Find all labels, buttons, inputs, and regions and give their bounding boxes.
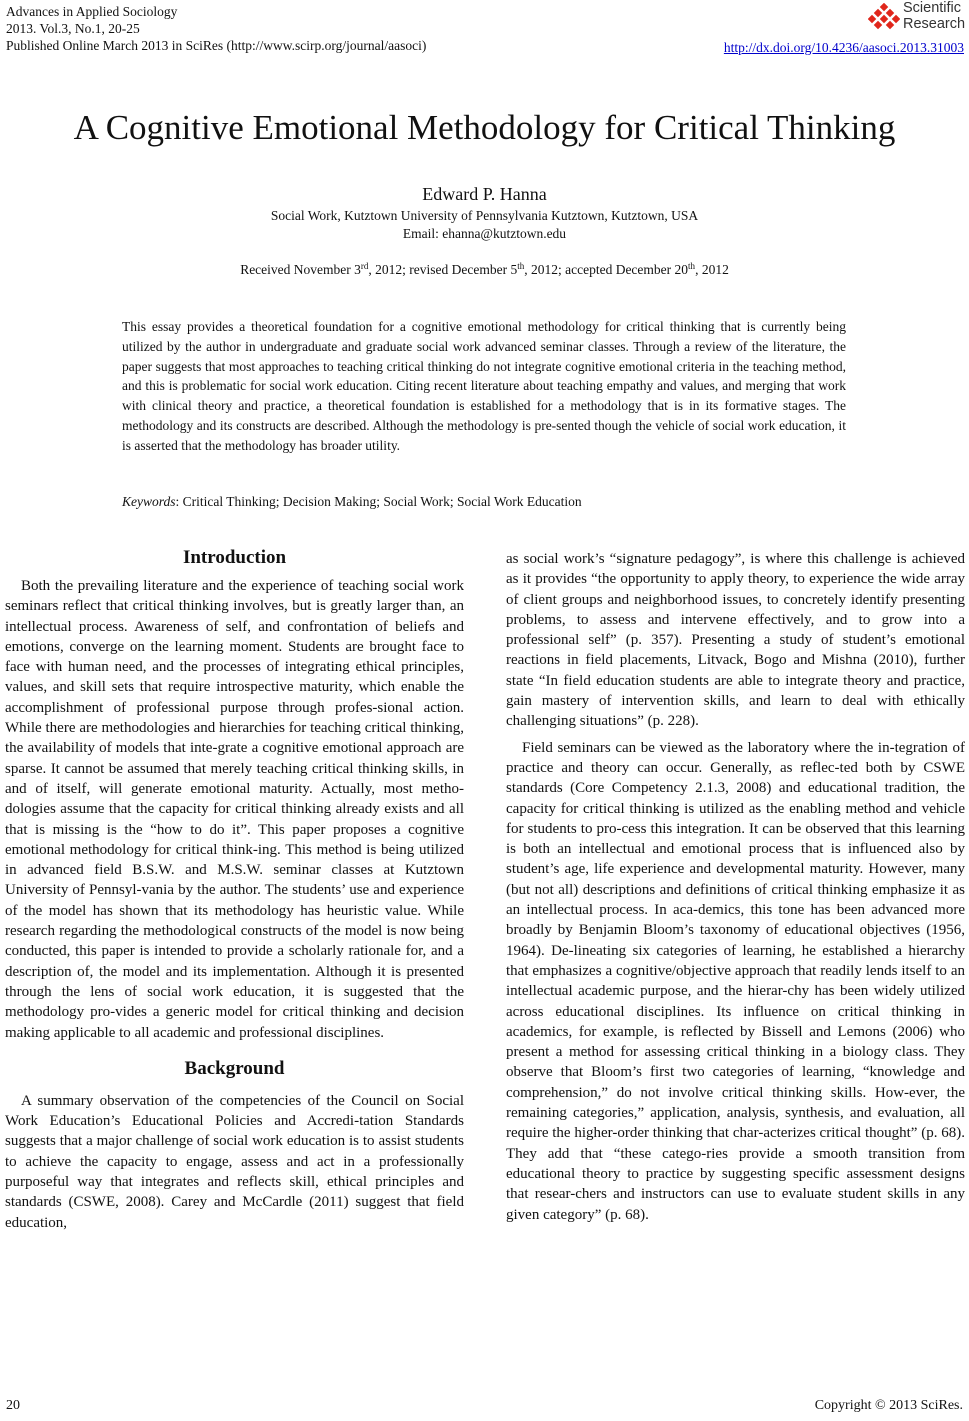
right-paragraph-2: Field seminars can be viewed as the laboratory where the in-tegration of practice and theory can occur. Generally, as reflec-ted both by CSWE standards (Core Competency 2.1.3, 2008) and educational tradition, the capacity for critical thinking is utilized as the enabling method and vehicle for students to pro-cess this integration. It can be observed that this learning is both an intellectual and emotional process that is influenced also by student’s age, life experience and developmental maturity. However, many (but not all) descriptions and definitions of critical thinking emphasize it as an intellectual process. In aca-demics, this tone has been advanced more broadly by Benjamin Bloom’s taxonomy of educational objectives (1956, 1964). De-lineating six categories of learning, he established a hierarchy that emphasizes a cognitive/objective approach that readily lends itself to an intellectual academic purpose, and the hierar-chy has been widely utilized across educational disciplines. Its influence on critical thinking in academics, for example, is reflected by Bissell and Lemons (2006) who present a method for assessing critical thinking in a biology class. They observe that Bloom’s first two categories of learning, “knowledge and comprehension,” do not involve critical thinking skills. How-ever, the remaining categories,” application, analysis, synthesis, and evaluation, all require the higher-order thinking that char-acterizes critical thought” (p. 68). They add that “these catego-ries provide a smooth transition from educational theory to practice by suggesting specific assessment designs that resear-chers and instructors can use to evaluate student skills in any given category” (p. 68). [506, 739, 965, 1223]
abstract: This essay provides a theoretical foundation for a cognitive emotional methodology for critical thinking that is currently being utilized by the author in undergraduate and graduate social work advanced seminar classes. Through a review of the literature, the paper suggests that most approaches to teaching critical thinking do not integrate cognitive emotional criteria in the teaching method, and this is problematic for social work education. Citing recent literature about teaching empathy and values, and merging that work with clinical theory and practice, a theoretical foundation is established for a methodology that is in its formative stages. The methodology and its constructs are described. Although the methodology is pre-sented though the vehicle of social work education, it is asserted that the methodology has broader utility. [122, 319, 846, 453]
author-affiliation-block [0, 207, 969, 243]
right-paragraph-1: as social work’s “signature pedagogy”, is where this challenge is achieved as it provides “the opportunity to apply theory, to experience the wide array of client groups and neighborhood issues, to concretely identify presenting problems, to assess and intervene effectively, and to grow into a professional self” (p. 357). Presenting a study of student’s emotional reactions in field placements, Litvack, Bogo and Mishna (2010), further state “In field education students are able to integrate theory and practice, gain mastery of intervention skills, and learn to deal with ethically challenging situations” (p. 228). [506, 551, 965, 730]
received-part-2: , 2012; revised December 5 [368, 262, 518, 277]
left-column [5, 546, 464, 1233]
keywords-text: : Critical Thinking; Decision Making; Social Work; Social Work Education [175, 494, 582, 509]
right-column [506, 549, 965, 1225]
received-sup-3: th [688, 261, 696, 271]
doi-link[interactable]: http://dx.doi.org/10.4236/aasoci.2013.31003 [723, 40, 964, 55]
author-affiliation: Social Work, Kutztown University of Pennsylvania Kutztown, Kutztown, USA [270, 208, 699, 223]
scirp-logo-icon [868, 3, 900, 33]
received-sup-1: rd [360, 261, 369, 271]
received-part-3: , 2012; accepted December 20 [524, 262, 689, 277]
keywords-label: Keywords [122, 494, 176, 509]
paper-title: A Cognitive Emotional Methodology for Critical Thinking [73, 108, 896, 147]
received-dates [0, 262, 969, 278]
author-email: Email: ehanna@kutztown.edu [402, 226, 567, 241]
received-part-4: , 2012 [695, 262, 729, 277]
introduction-heading: Introduction [182, 547, 287, 568]
background-paragraph: A summary observation of the competencies of the Council on Social Work Education’s Educational Policies and Accredi-tation Standards suggests that a major challenge of social work education is to assist students to achieve the capacity to engage, assess and act in a professionally purposeful way that integrates and reflects skill, ethical principles and standards (CSWE, 2008). Carey and McCardle (2011) suggest that field education, [5, 1092, 464, 1231]
page-number: 20 [6, 1398, 20, 1413]
introduction-paragraph: Both the prevailing literature and the experience of teaching social work seminars reflect that critical thinking involves, but is greatly larger than, an intellectual process. Awareness of self, and confrontation of beliefs and emotions, converge on the learning moment. Students are brought face to face with human need, and the processes of integrating ethical principles, values, and skill sets that require introspective maturity, which enable the accomplishment of professional purpose through profes-sional action. While there are methodologies and hierarchies for teaching critical thinking, the availability of models that inte-grate a cognitive emotional approach are sparse. It cannot be assumed that merely teaching critical thinking skills, in and of itself, will generate emotional maturity. Actually, most metho-dologies assume that the capacity for critical thinking already exists and all that is missing is the “how to do it”. This paper proposes a cognitive emotional methodology for critical think-ing. This method is being utilized in advanced field B.S.W. and M.S.W. seminar classes at Kutztown University of Pennsyl-vania by the author. The students’ use and experience of the model has shown that its methodology has heuristic value. While research regarding the methodological constructs of the model is now being conducted, this paper is intended to provide a scholarly rationale for, and a description of, the model and its implementation. Although it is presented through the lens of social work education, it is suggested that the methodology pro-vides a generic model for critical thinking and decision making applicable to all academic and professional disciplines. [5, 578, 464, 1041]
background-heading: Background [184, 1057, 285, 1079]
keywords [122, 494, 846, 510]
journal-volume: 2013. Vol.3, No.1, 20-25 [6, 21, 140, 36]
copyright-notice: Copyright © 2013 SciRes. [814, 1398, 963, 1413]
logo-line-2: Research [903, 16, 966, 32]
scientific-research-logo [868, 0, 968, 36]
logo-line-1: Scientific [903, 0, 962, 16]
received-sup-2: th [517, 261, 525, 271]
journal-name: Advances in Applied Sociology [6, 4, 178, 19]
journal-published: Published Online March 2013 in SciRes (http://www.scirp.org/journal/aasoci) [6, 38, 427, 53]
author-name: Edward P. Hanna [422, 184, 547, 204]
journal-header [6, 3, 426, 54]
received-part-1: Received November 3 [240, 262, 361, 277]
